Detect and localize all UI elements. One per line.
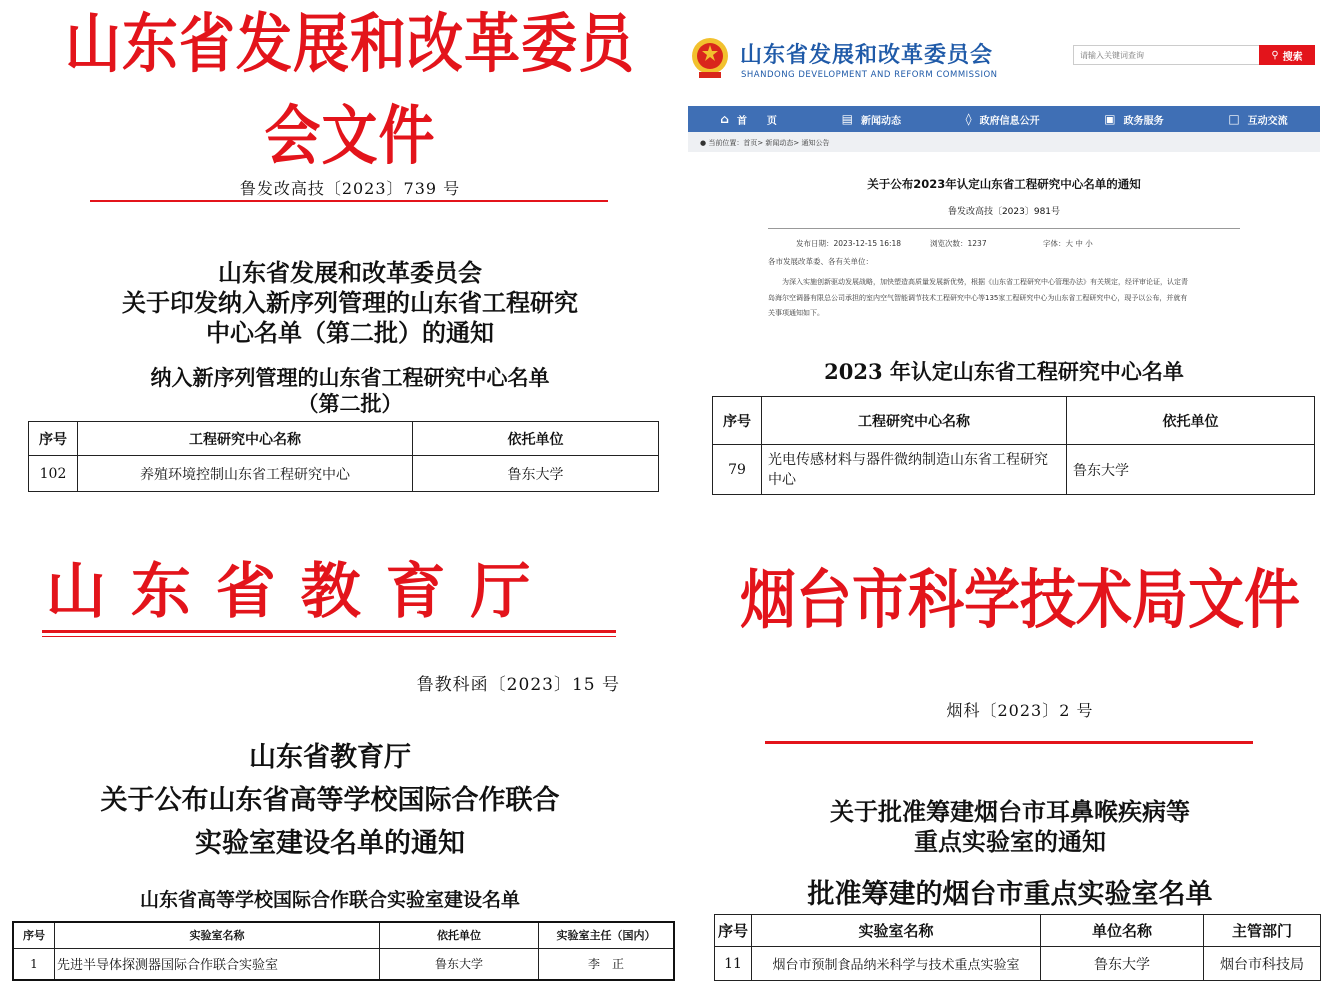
search-button[interactable]: ⚲ 搜索: [1259, 45, 1315, 65]
publish-date: 发布日期：2023-12-15 16:18: [796, 239, 902, 248]
table-cell: 烟台市科技局: [1204, 947, 1321, 981]
table-header: 序号: [713, 397, 762, 445]
search-icon: ⚲: [1271, 49, 1279, 61]
list-table: [714, 914, 1321, 981]
table-header: 实验室名称: [55, 922, 380, 948]
table-header: 实验室名称: [752, 915, 1041, 947]
doc-number: 烟科〔2023〕2 号: [946, 701, 1094, 720]
location-icon: ●: [700, 139, 707, 147]
breadcrumb: ● 当前位置：首页> 新闻动态> 通知公告: [700, 139, 830, 147]
doc-header: 山 东 省 教 育 厅: [46, 557, 533, 627]
site-name-en: SHANDONG DEVELOPMENT AND REFORM COMMISSION: [741, 70, 998, 80]
table-cell: 1: [13, 948, 55, 980]
table-header: 主管部门: [1204, 915, 1321, 947]
table-header: 序号: [715, 915, 752, 947]
table-header: 依托单位: [380, 922, 539, 948]
table-cell: 先进半导体探测器国际合作联合实验室: [55, 948, 380, 980]
view-count: 浏览次数：1237: [930, 239, 987, 248]
doc-header: 烟台市科学技术局文件: [740, 562, 1300, 638]
nav-gov-info[interactable]: ◊ 政府信息公开: [965, 112, 1040, 127]
table-cell: 11: [715, 947, 752, 981]
table-cell: 光电传感材料与器件微纳制造山东省工程研究中心: [762, 445, 1067, 495]
list-title: 批准筹建的烟台市重点实验室名单: [807, 879, 1213, 910]
main-nav: [688, 106, 1320, 132]
chat-icon: □: [1228, 112, 1240, 126]
doc-number: 鲁发改高技〔2023〕739 号: [239, 179, 461, 198]
table-cell: 79: [713, 445, 762, 495]
list-table: [28, 421, 659, 492]
news-icon: ▤: [841, 112, 853, 126]
doc-title: 山东省发展和改革委员会 关于印发纳入新序列管理的山东省工程研究 中心名单（第二批）的通知: [122, 258, 578, 347]
table-header: 序号: [13, 922, 55, 948]
article-title: 关于公布2023年认定山东省工程研究中心名单的通知: [867, 177, 1141, 191]
table-cell: 鲁东大学: [380, 948, 539, 980]
red-rule: [90, 200, 608, 202]
table-header: 序号: [29, 422, 78, 456]
table-cell: 鲁东大学: [1067, 445, 1315, 495]
table-header: 依托单位: [413, 422, 659, 456]
table-cell: 鲁东大学: [413, 456, 659, 492]
red-rule: [42, 630, 616, 633]
table-cell: 李 正: [539, 948, 675, 980]
table-header: 工程研究中心名称: [762, 397, 1067, 445]
monitor-icon: ▣: [1104, 112, 1116, 126]
table-cell: 102: [29, 456, 78, 492]
national-emblem-icon: [689, 36, 731, 80]
table-header: 工程研究中心名称: [78, 422, 413, 456]
list-title: 山东省高等学校国际合作联合实验室建设名单: [139, 889, 520, 911]
list-table: [712, 396, 1315, 495]
font-size-switch[interactable]: 字体：大 中 小: [1043, 239, 1093, 248]
search-input[interactable]: [1073, 45, 1265, 65]
doc-title: 山东省教育厅 关于公布山东省高等学校国际合作联合 实验室建设名单的通知: [100, 742, 560, 859]
home-icon: ⌂: [720, 112, 729, 126]
table-cell: 烟台市预制食品纳米科学与技术重点实验室: [752, 947, 1041, 981]
red-rule: [765, 741, 1253, 744]
list-title: 2023 年认定山东省工程研究中心名单: [824, 359, 1184, 384]
layers-icon: ◊: [965, 112, 972, 126]
table-header: 实验室主任（国内）: [539, 922, 675, 948]
red-rule-thin: [42, 636, 616, 637]
nav-interaction[interactable]: □ 互动交流: [1228, 112, 1288, 127]
table-row: [29, 456, 659, 492]
site-name[interactable]: 山东省发展和改革委员会: [740, 43, 994, 68]
table-row: [13, 948, 674, 980]
table-cell: 养殖环境控制山东省工程研究中心: [78, 456, 413, 492]
nav-services[interactable]: ▣ 政务服务: [1104, 112, 1164, 127]
nav-news[interactable]: ▤ 新闻动态: [841, 112, 901, 127]
doc-number: 鲁教科函〔2023〕15 号: [416, 675, 620, 695]
nav-home[interactable]: ⌂ 首 页: [720, 112, 777, 127]
table-header: 依托单位: [1067, 397, 1315, 445]
table-row: [715, 947, 1321, 981]
divider: [768, 228, 1240, 229]
table-row: [713, 445, 1315, 495]
salutation: 各市发展改革委、各有关单位：: [768, 257, 873, 266]
list-title: 纳入新序列管理的山东省工程研究中心名单 （第二批）: [150, 365, 550, 416]
article-body: 为深入实施创新驱动发展战略，加快塑造高质量发展新优势，根据《山东省工程研究中心管理办法》有关规定，经评审论证，认定青 岛海尔空调器有限总公司承担的室内空气智能调节技术工程研究中心等135家工程研究中心为山东省工程研究中心，现予以公布，并就有 关事项通知如下。: [768, 278, 1188, 317]
table-header: 单位名称: [1041, 915, 1204, 947]
article-doc-number: 鲁发改高技〔2023〕981号: [947, 207, 1061, 217]
list-table: [12, 921, 675, 981]
doc-header: 山东省发展和改革委员会文件: [65, 6, 635, 174]
table-cell: 鲁东大学: [1041, 947, 1204, 981]
doc-title: 关于批准筹建烟台市耳鼻喉疾病等 重点实验室的通知: [830, 797, 1190, 856]
